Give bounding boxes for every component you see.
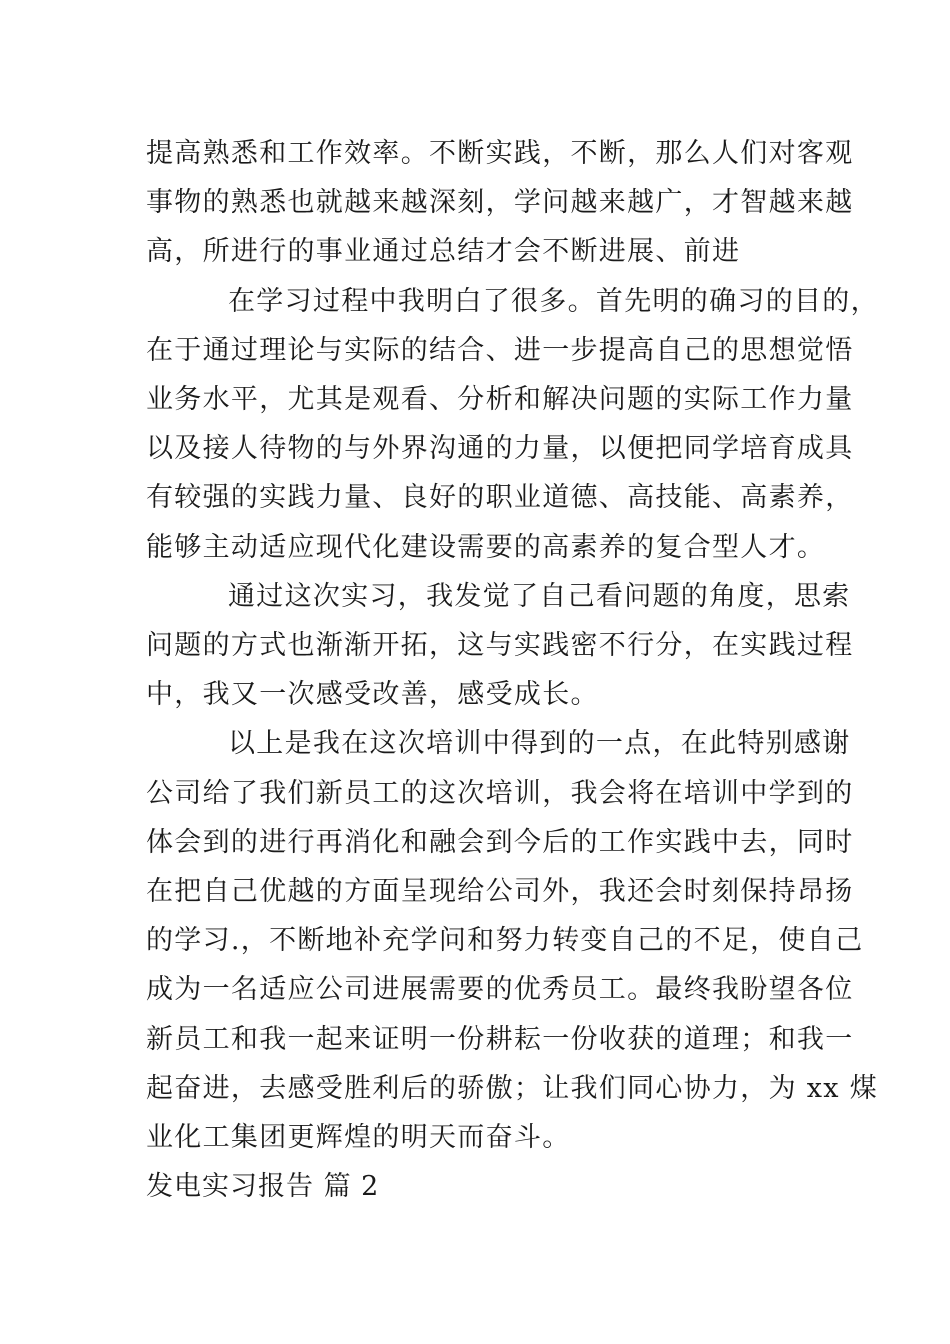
text-line: 在学习过程中我明白了很多。首先明的确习的目的， [228, 285, 879, 317]
text-line: 有较强的实践力量、良好的职业道德、高技能、高素养， [146, 482, 854, 514]
text-line: 高，所进行的事业通过总结才会不断进展、前进 [146, 236, 741, 268]
text-line: 的学习.，不断地补充学问和努力转变自己的不足，使自己 [146, 925, 864, 957]
text-line: 体会到的进行再消化和融会到今后的工作实践中去，同时 [146, 826, 854, 858]
text-line: 业务水平，尤其是观看、分析和解决问题的实际工作力量 [146, 384, 854, 416]
document-body [146, 129, 879, 1211]
paragraph-4 [146, 719, 879, 1162]
text-line: 问题的方式也渐渐开拓，这与实践密不行分，在实践过程 [146, 630, 854, 662]
text-line: 以及接人待物的与外界沟通的力量，以便把同学培育成具 [146, 433, 854, 465]
text-line: 能够主动适应现代化建设需要的高素养的复合型人才。 [146, 531, 826, 563]
text-line: 提高熟悉和工作效率。不断实践，不断，那么人们对客观 [146, 138, 854, 169]
text-line: 以上是我在这次培训中得到的一点，在此特别感谢 [228, 728, 851, 760]
text-line: 成为一名适应公司进展需要的优秀员工。最终我盼望各位 [146, 974, 854, 1006]
text-line: 中，我又一次感受改善，感受成长。 [146, 679, 599, 711]
text-line: 起奋进，去感受胜利后的骄傲；让我们同心协力，为 xx 煤 [146, 1072, 879, 1104]
text-line: 新员工和我一起来证明一份耕耘一份收获的道理；和我一 [146, 1023, 854, 1055]
paragraph-1 [146, 129, 854, 277]
text-line: 事物的熟悉也就越来越深刻，学问越来越广，才智越来越 [146, 187, 854, 219]
text-line: 在于通过理论与实际的结合、进一步提高自己的思想觉悟 [146, 334, 854, 366]
paragraph-3 [146, 572, 854, 720]
text-line: 通过这次实习，我发觉了自己看问题的角度，思索 [228, 580, 851, 612]
paragraph-2 [146, 277, 879, 572]
text-line: 业化工集团更辉煌的明天而奋斗。 [146, 1122, 571, 1154]
text-line: 在把自己优越的方面呈现给公司外，我还会时刻保持昂扬 [146, 876, 854, 908]
text-line: 公司给了我们新员工的这次培训，我会将在培训中学到的 [146, 777, 854, 809]
section-heading: 发电实习报告 篇 2 [146, 1171, 380, 1203]
